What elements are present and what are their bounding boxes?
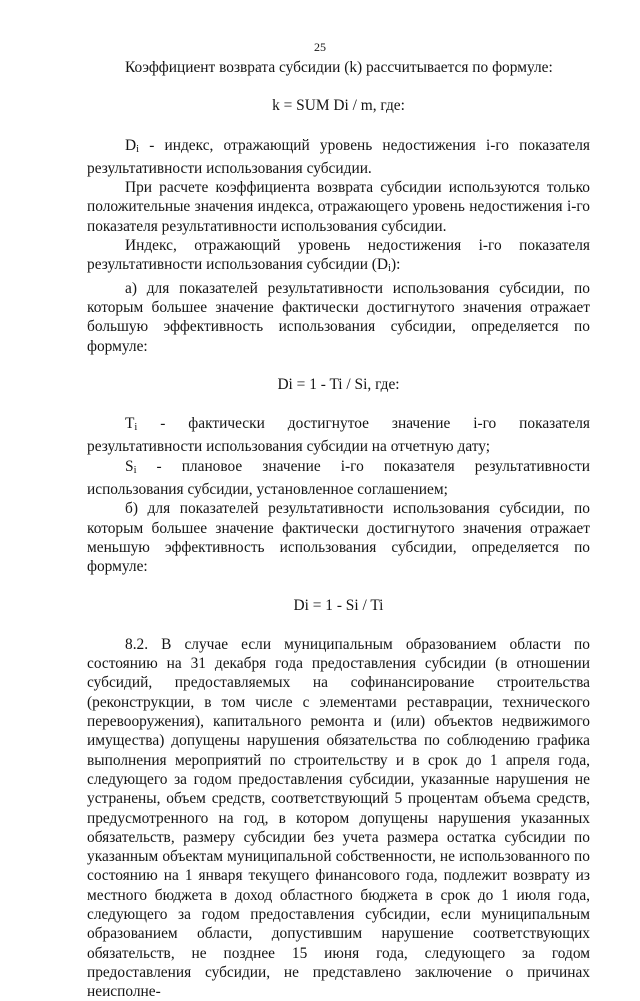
paragraph-formula-intro: Коэффициент возврата субсидии (k) рассчитывается по формуле: [125, 59, 553, 76]
formula-di-b: Di = 1 - Si / Ti [293, 596, 384, 614]
formula-k: k = SUM Di / m, где: [272, 97, 405, 115]
page-number: 25 [314, 40, 326, 54]
paragraph-si-definition: Si - плановое значение i-го показателя результативности использования субсидии, установленное соглашением; [87, 457, 590, 499]
formula-di-a: Di = 1 - Ti / Si, где: [277, 375, 400, 393]
paragraph-case-b: б) для показателей результативности использования субсидии, по которым большее значение фактически достигнутого значения отражает меньшую эффективность использования субсидии, определяется по формуле: [87, 500, 590, 576]
paragraph-index-intro: Индекс, отражающий уровень недостижения i-го показателя результативности использования субсидии (Di): [87, 237, 590, 275]
document-body [87, 58, 590, 1001]
paragraph-case-a: а) для показателей результативности использования субсидии, по которым большее значение фактически достигнутого значения отражает большую эффективность использования субсидии, определяется по формуле: [87, 279, 590, 355]
paragraph-section-8-2: 8.2. В случае если муниципальным образованием области по состоянию на 31 декабря года предоставления субсидии (в отношении субсидий, предоставляемых на софинансирование строительства (реконструкции, в том числе с элементами реставрации, технического перевооружения), капитального ремонта и (или) объектов недвижимого имущества) допущены нарушения обязательства по соблюдению графика выполнения мероприятий по строительству и в срок до 1 апреля года, следующего за годом предоставления субсидии, указанные нарушения не устранены, объем средств, соответствующий 5 процентам объема средств, предусмотренного на год, в котором допущены нарушения указанных обязательств, размеру субсидии без учета размера остатка субсидии по указанным объектам муниципальной собственности, не использованного по состоянию на 1 января текущего финансового года, подлежит возврату из местного бюджета в доход областного бюджета в срок до 1 июля года, следующего за годом предоставления субсидии, если муниципальным образованием области, допустившим нарушение соответствующих обязательств, не позднее 15 июня года, следующего за годом предоставления субсидии, не представлено заключение о причинах неисполне- [87, 635, 590, 1001]
paragraph-di-definition: Di - индекс, отражающий уровень недостижения i-го показателя результативности использования субсидии. [87, 136, 590, 177]
paragraph-ti-definition: Ti - фактически достигнутое значение i-го показателя результативности использования субсидии на отчетную дату; [87, 415, 590, 456]
paragraph-positive-values: При расчете коэффициента возврата субсидии используются только положительные значения индекса, отражающего уровень недостижения i-го показателя результативности использования субсидии. [87, 179, 590, 235]
